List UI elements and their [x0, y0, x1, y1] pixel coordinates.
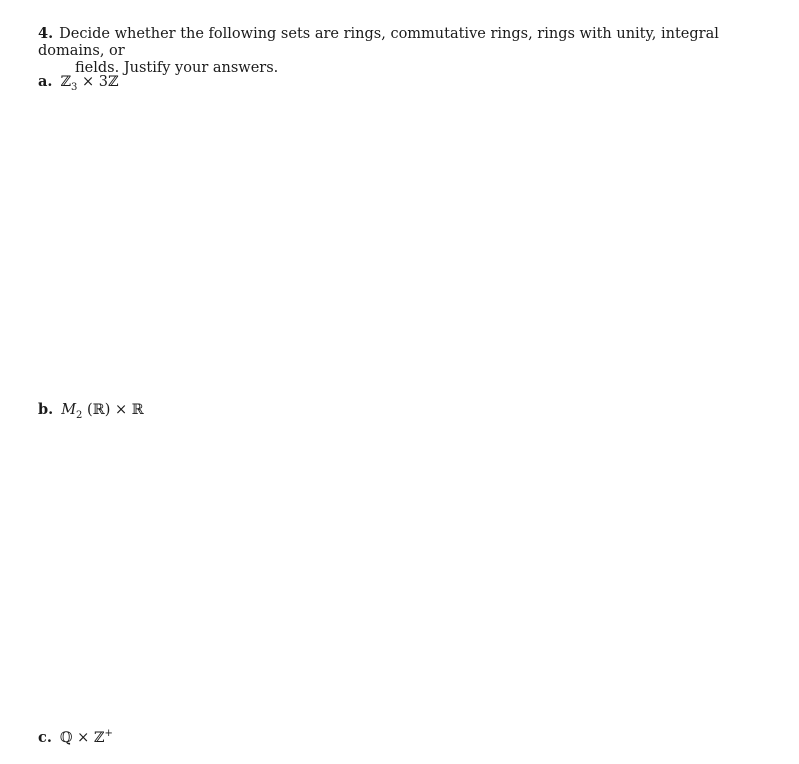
part-c [38, 729, 113, 747]
problem-statement [38, 25, 738, 77]
part-b-matrix-symbol: M [61, 402, 77, 418]
part-b [38, 401, 144, 419]
part-b-expression [61, 402, 144, 421]
part-b-matrix-subscript: 2 [76, 409, 83, 421]
part-c-set2: ℤ [93, 730, 105, 746]
part-c-set2-superscript: + [104, 728, 113, 740]
part-b-set2: ℝ [131, 402, 144, 418]
part-a-expression [60, 74, 119, 93]
problem-number: 4. [38, 25, 54, 42]
part-b-label: b. [38, 401, 54, 418]
part-b-matrix-argument: (ℝ) [82, 402, 111, 418]
part-a-set1: ℤ [60, 74, 72, 90]
part-c-expression [60, 730, 113, 746]
part-c-set1: ℚ [59, 730, 73, 746]
problem-text-line2: fields. Justify your answers. [75, 60, 279, 76]
part-a-set2: 3ℤ [98, 74, 119, 90]
part-a [38, 73, 119, 91]
part-c-operator: × [72, 730, 94, 746]
part-b-operator: × [110, 402, 132, 418]
problem-text-line1: Decide whether the following sets are rings, commutative rings, rings with unity, integral domains, or [38, 26, 719, 59]
part-a-label: a. [38, 73, 53, 90]
part-a-operator: × [77, 74, 99, 90]
part-a-set1-subscript: 3 [71, 81, 78, 93]
part-c-label: c. [38, 729, 52, 746]
